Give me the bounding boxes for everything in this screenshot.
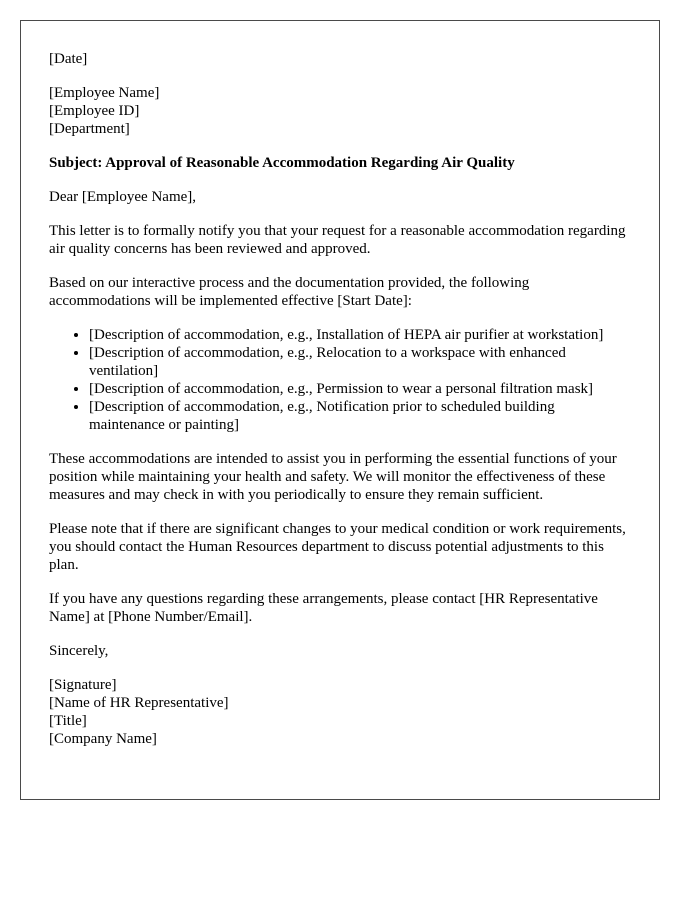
letter-page (20, 20, 660, 800)
recipient-name: [Employee Name] (49, 85, 160, 101)
paragraph-questions: If you have any questions regarding these arrangements, please contact [HR Representative Name] at [Phone Number/Email]. (49, 591, 598, 625)
list-item: • [Description of accommodation, e.g., Notification prior to scheduled building maintenance or painting] (89, 398, 631, 434)
signer-title: [Title] (49, 713, 87, 729)
recipient-block (49, 84, 631, 138)
subject-line: Subject: Approval of Reasonable Accommodation Regarding Air Quality (49, 155, 515, 171)
paragraph-changes: Please note that if there are significant changes to your medical condition or work requirements, you should contact the Human Resources department to discuss potential adjustments to this plan. (49, 521, 626, 573)
list-item: • [Description of accommodation, e.g., Installation of HEPA air purifier at workstation] (89, 326, 631, 344)
signature-placeholder: [Signature] (49, 677, 117, 693)
salutation: Dear [Employee Name], (49, 189, 197, 205)
accommodations-list (49, 326, 631, 434)
paragraph-purpose: These accommodations are intended to assist you in performing the essential functions of your position while maintaining your health and safety. We will monitor the effectiveness of these measures and may check in with you periodically to ensure they remain sufficient. (49, 451, 617, 503)
signature-block (49, 676, 631, 748)
list-item: • [Description of accommodation, e.g., Permission to wear a personal filtration mask] (89, 380, 631, 398)
paragraph-intro: This letter is to formally notify you that your request for a reasonable accommodation regarding air quality concerns has been reviewed and approved. (49, 223, 626, 257)
recipient-department: [Department] (49, 121, 130, 137)
list-item: • [Description of accommodation, e.g., Relocation to a workspace with enhanced ventilation] (89, 344, 631, 380)
signoff: Sincerely, (49, 643, 109, 659)
date-text: [Date] (49, 51, 88, 67)
signer-name: [Name of HR Representative] (49, 695, 229, 711)
paragraph-accommodations-lead: Based on our interactive process and the documentation provided, the following accommodations will be implemented effective [Start Date]: (49, 275, 530, 309)
recipient-id: [Employee ID] (49, 103, 140, 119)
company-name: [Company Name] (49, 731, 157, 747)
letter-date (49, 50, 631, 68)
